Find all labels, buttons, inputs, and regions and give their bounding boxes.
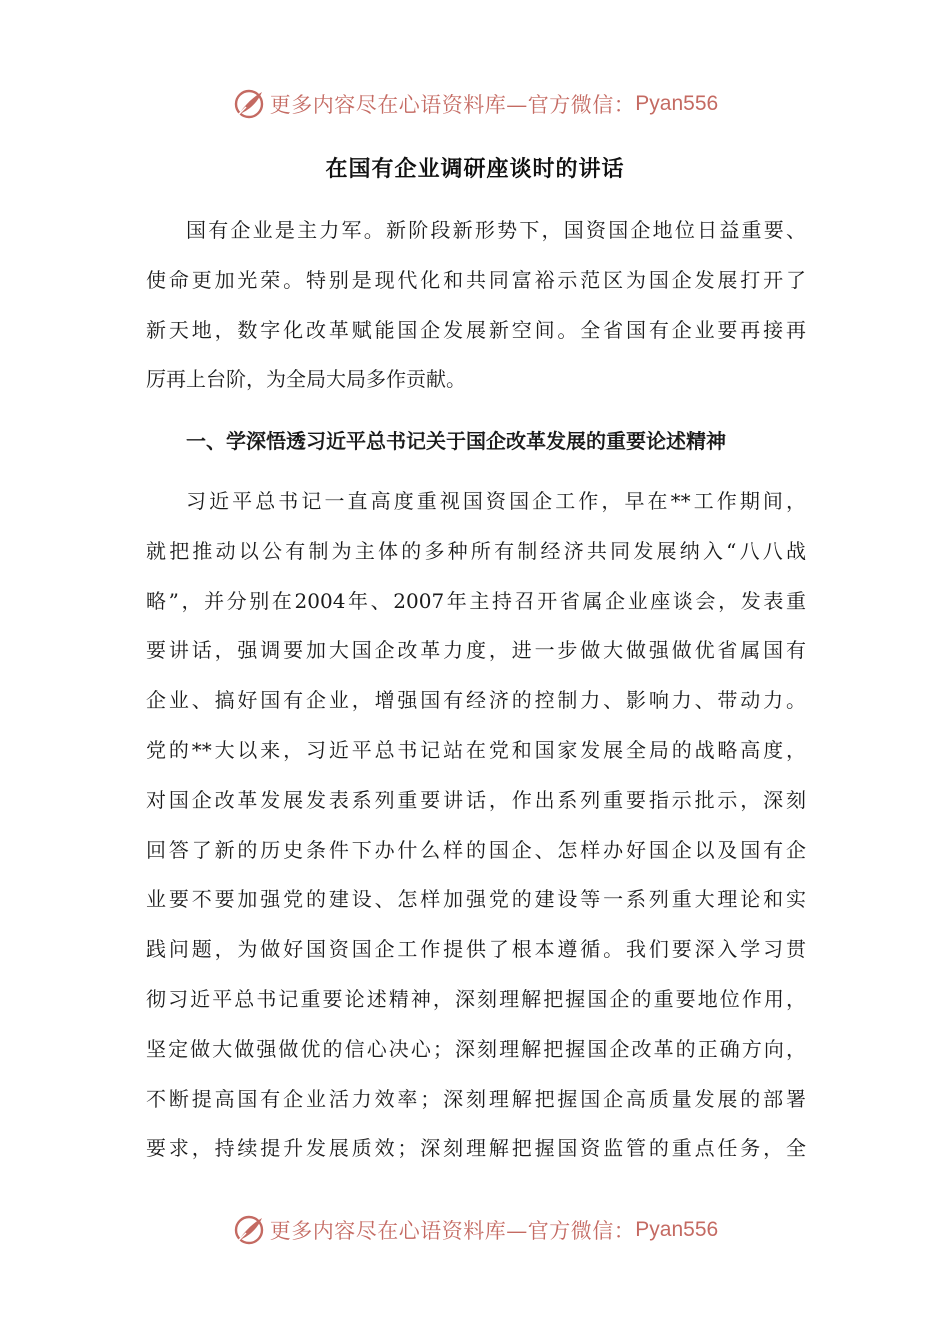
paragraph-line: 对国企改革发展发表系列重要讲话，作出系列重要指示批示，深刻 (146, 787, 806, 812)
paragraph-1 (146, 206, 806, 405)
header-banner (0, 84, 950, 124)
paragraph-line: 回答了新的历史条件下办什么样的国企、怎样办好国企以及国有企 (146, 837, 806, 862)
paragraph-line: 国有企业是主力军。新阶段新形势下，国资国企地位日益重要、 (186, 218, 806, 242)
paragraph-line: 略”，并分别在2004年、2007年主持召开省属企业座谈会，发表重 (146, 588, 806, 613)
paragraph-line: 践问题，为做好国资国企工作提供了根本遵循。我们要深入学习贯 (146, 937, 806, 962)
quill-logo-icon (232, 87, 266, 121)
quill-logo-icon (232, 1213, 266, 1247)
paragraph-line: 要讲话，强调要加大国企改革力度，进一步做大做强做优省属国有 (146, 638, 806, 663)
banner-wechat-id: Pyan556 (635, 92, 719, 115)
banner-wechat-id: Pyan556 (635, 1218, 719, 1241)
paragraph-line: 坚定做大做强做优的信心决心；深刻理解把握国企改革的正确方向， (146, 1036, 806, 1061)
paragraph-2 (146, 477, 806, 1174)
paragraph-line: 党的**大以来，习近平总书记站在党和国家发展全局的战略高度， (146, 737, 806, 762)
paragraph-line: 要求，持续提升发展质效；深刻理解把握国资监管的重点任务，全 (146, 1136, 806, 1161)
paragraph-line: 使命更加光荣。特别是现代化和共同富裕示范区为国企发展打开了 (146, 267, 806, 292)
paragraph-line: 就把推动以公有制为主体的多种所有制经济共同发展纳入“八八战 (146, 538, 806, 563)
section-heading-1: 一、学深悟透习近平总书记关于国企改革发展的重要论述精神 (186, 429, 726, 454)
paragraph-line: 厉再上台阶，为全局大局多作贡献。 (146, 367, 466, 392)
banner-text: 更多内容尽在心语资料库—官方微信： (269, 1219, 636, 1243)
paragraph-line: 企业、搞好国有企业，增强国有经济的控制力、影响力、带动力。 (146, 688, 806, 713)
banner-text: 更多内容尽在心语资料库—官方微信： (269, 93, 636, 117)
paragraph-line: 习近平总书记一直高度重视国资国企工作，早在**工作期间， (186, 488, 806, 513)
paragraph-line: 新天地，数字化改革赋能国企发展新空间。全省国有企业要再接再 (146, 317, 806, 342)
footer-banner (0, 1210, 950, 1250)
paragraph-line: 不断提高国有企业活力效率；深刻理解把握国企高质量发展的部署 (146, 1086, 806, 1111)
paragraph-line: 彻习近平总书记重要论述精神，深刻理解把握国企的重要地位作用， (146, 986, 806, 1011)
document-title: 在国有企业调研座谈时的讲话 (325, 157, 625, 182)
paragraph-line: 业要不要加强党的建设、怎样加强党的建设等一系列重大理论和实 (146, 887, 806, 912)
document-body (146, 206, 806, 1174)
